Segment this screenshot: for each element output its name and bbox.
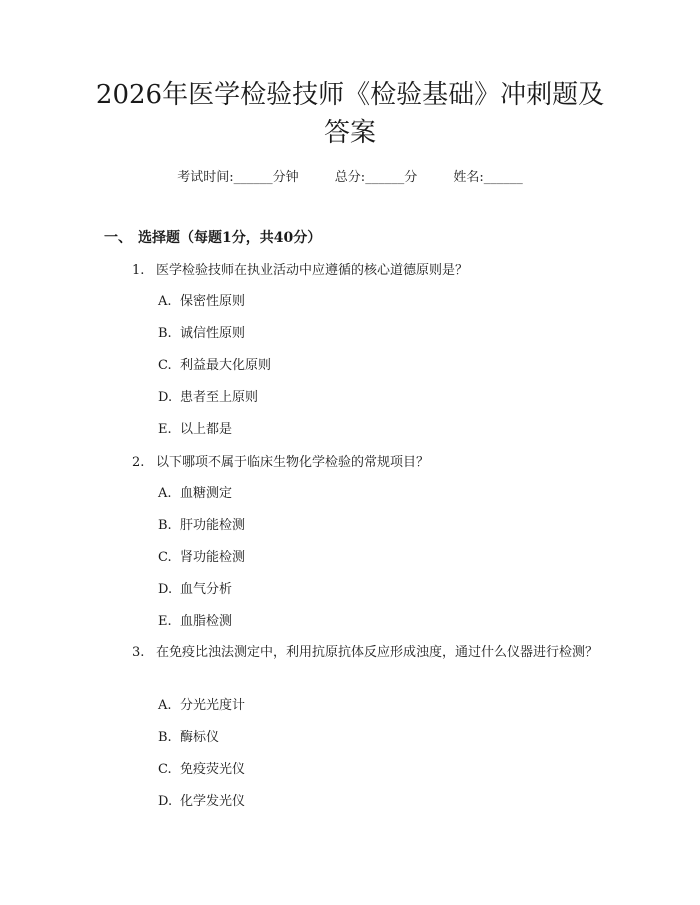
question-2: 2. 以下哪项不属于临床生物化学检验的常规项目？ xyxy=(132,455,430,470)
question-1-option-a: A. 保密性原则 xyxy=(158,294,246,309)
name-field: 姓名:______ xyxy=(453,170,523,185)
question-1-option-b: B. 诚信性原则 xyxy=(158,326,246,341)
total-score-field: 总分:______分 xyxy=(334,170,418,185)
question-3-option-a: A. 分光光度计 xyxy=(158,698,246,713)
question-3-option-d: D. 化学发光仪 xyxy=(158,794,246,809)
exam-meta-line xyxy=(0,168,700,188)
section-heading: 一、 选择题（每题1分，共40分） xyxy=(104,230,322,246)
question-1: 1. 医学检验技师在执业活动中应遵循的核心道德原则是？ xyxy=(132,263,469,278)
question-2-option-e: E. 血脂检测 xyxy=(158,614,233,629)
question-3-option-b: B. 酶标仪 xyxy=(158,730,220,745)
question-2-option-d: D. 血气分析 xyxy=(158,582,233,597)
exam-time-field: 考试时间:______分钟 xyxy=(177,170,299,185)
document-title: 2026年医学检验技师《检验基础》冲刺题及答案 xyxy=(95,80,605,148)
question-1-option-e: E. 以上都是 xyxy=(158,422,233,437)
question-3: 3. 在免疫比浊法测定中，利用抗原抗体反应形成浊度，通过什么仪器进行检测？ xyxy=(132,645,599,660)
question-2-option-b: B. 肝功能检测 xyxy=(158,518,246,533)
question-2-option-a: A. 血糖测定 xyxy=(158,486,233,501)
question-2-option-c: C. 肾功能检测 xyxy=(158,550,246,565)
question-1-option-c: C. 利益最大化原则 xyxy=(158,358,272,373)
question-3-option-c: C. 免疫荧光仪 xyxy=(158,762,246,777)
question-1-option-d: D. 患者至上原则 xyxy=(158,390,259,405)
